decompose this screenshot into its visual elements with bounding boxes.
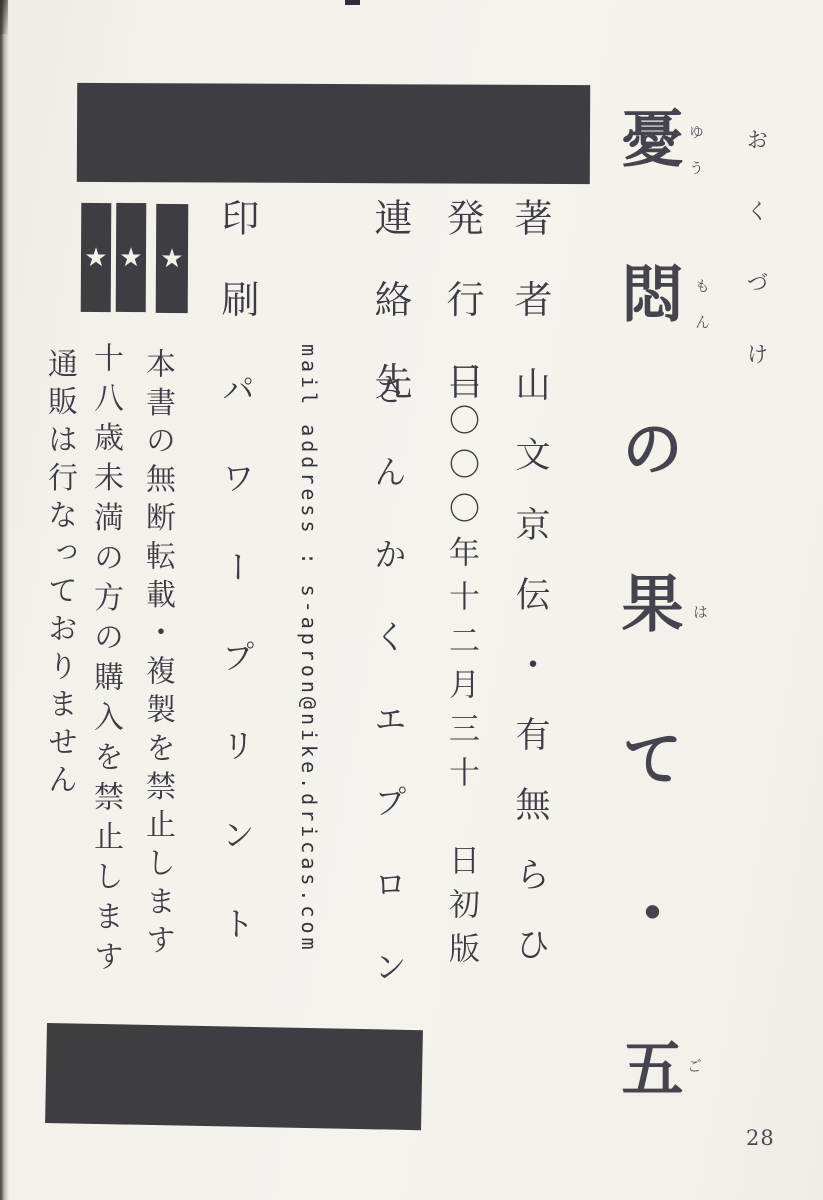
notice-age-restriction: 十八歳未満の方の購入を禁止します — [88, 342, 123, 981]
mail-address: mail address : s-apron@nike.dricas.com — [297, 344, 321, 954]
title-furigana-yuu: ゆう — [687, 124, 705, 196]
bottom-black-bar — [45, 1023, 423, 1130]
star-icon: ★ — [160, 243, 184, 274]
page-number: 28 — [746, 1126, 775, 1150]
contact-value: さんかくエプロン — [369, 372, 408, 1032]
author-label: 著者 — [508, 198, 552, 362]
notice-no-reproduction: 本書の無断転載・複製を禁止します — [140, 348, 175, 963]
scan-left-edge — [0, 0, 9, 1200]
scan-corner-mark — [0, 0, 8, 34]
star-icon: ★ — [119, 242, 143, 273]
page-title: 憂悶の果て・五 — [611, 106, 684, 1191]
author-value: 山文京伝・有無らひ — [510, 366, 550, 996]
star-block — [81, 203, 112, 312]
star-block — [116, 203, 147, 312]
printer-value: パワープリント — [217, 372, 256, 996]
printer-label: 印刷 — [215, 198, 259, 362]
publish-date-value: 二〇〇〇年十二月三十 日初版 — [443, 360, 479, 977]
publish-date-label: 発行日 — [440, 198, 484, 444]
title-furigana-ha: は — [691, 604, 709, 640]
star-icon: ★ — [84, 242, 108, 273]
star-block — [156, 204, 189, 313]
top-black-bar — [77, 83, 590, 184]
contact-label: 連絡先 — [368, 198, 412, 444]
scan-top-edge-mark — [345, 0, 360, 5]
notice-no-mail-order: 通販は行なっておりません — [42, 348, 77, 802]
title-furigana-mon: もん — [693, 278, 711, 350]
title-furigana-go: ご — [685, 1058, 703, 1094]
okuzuke-label: おくづけ — [743, 128, 768, 414]
